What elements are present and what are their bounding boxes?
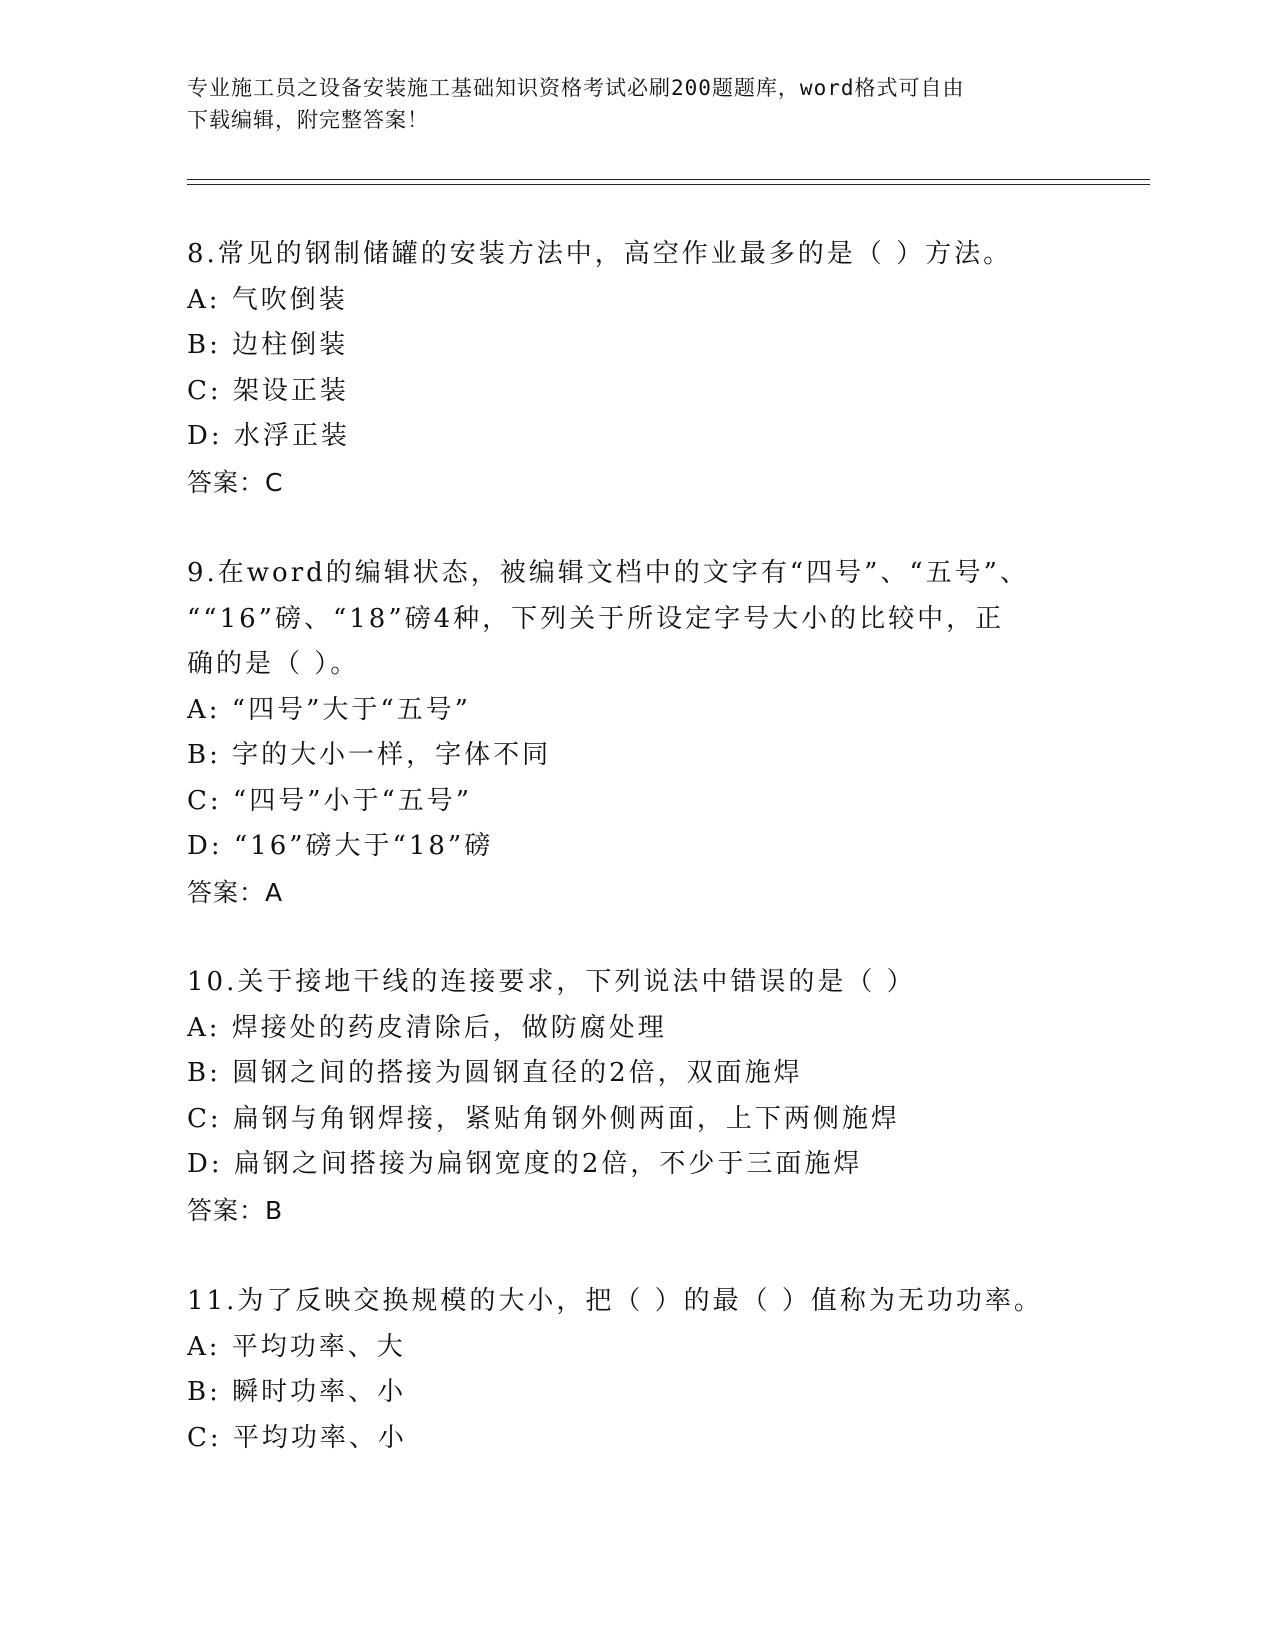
header-line-1: 专业施工员之设备安装施工基础知识资格考试必刷200题题库，word格式可自由	[187, 76, 965, 100]
option-c: C: 扁钢与角钢焊接，紧贴角钢外侧两面，上下两侧施焊	[187, 1103, 900, 1134]
option-b: B: 瞬时功率、小	[187, 1377, 407, 1407]
question-9	[187, 551, 1087, 915]
question-stem: 9.在word的编辑状态，被编辑文档中的文字有“四号”、“五号”、	[187, 558, 1029, 588]
answer-line: 答案：A	[187, 877, 284, 907]
question-stem: 11.为了反映交换规模的大小，把（ ）的最（ ）值称为无功功率。	[187, 1286, 1043, 1316]
question-stem-continued: 确的是（ ）。	[187, 649, 360, 679]
question-stem: 10.关于接地干线的连接要求，下列说法中错误的是（ ）	[187, 967, 916, 997]
question-stem-continued: ““16”磅、“18”磅4种，下列关于所设定字号大小的比较中，正	[187, 603, 1005, 634]
header-divider-top	[187, 179, 1150, 180]
answer-line: 答案：C	[187, 467, 284, 497]
option-a: A: 平均功率、大	[187, 1331, 406, 1362]
header-line-2: 下载编辑，附完整答案！	[187, 108, 429, 132]
option-c: C: 架设正装	[187, 375, 349, 406]
option-a: A: 焊接处的药皮清除后，做防腐处理	[187, 1012, 667, 1043]
option-a: A: “四号”大于“五号”	[187, 694, 471, 725]
option-b: B: 边柱倒装	[187, 330, 349, 360]
option-b: B: 字的大小一样，字体不同	[187, 740, 552, 770]
answer-line: 答案：B	[187, 1195, 284, 1225]
option-b: B: 圆钢之间的搭接为圆钢直径的2倍，双面施焊	[187, 1058, 803, 1088]
option-c: C: “四号”小于“五号”	[187, 785, 473, 816]
document-header	[187, 72, 1067, 136]
question-stem: 8.常见的钢制储罐的安装方法中，高空作业最多的是（ ）方法。	[187, 239, 1013, 269]
option-d: D: 水浮正装	[187, 421, 350, 451]
option-a: A: 气吹倒装	[187, 284, 348, 315]
option-d: D: 扁钢之间搭接为扁钢宽度的2倍，不少于三面施焊	[187, 1149, 863, 1179]
question-11	[187, 1279, 1087, 1461]
option-c: C: 平均功率、小	[187, 1422, 407, 1453]
header-divider-bottom	[187, 184, 1150, 185]
question-10	[187, 960, 1087, 1233]
question-8	[187, 232, 1087, 505]
option-d: D: “16”磅大于“18”磅	[187, 831, 494, 861]
